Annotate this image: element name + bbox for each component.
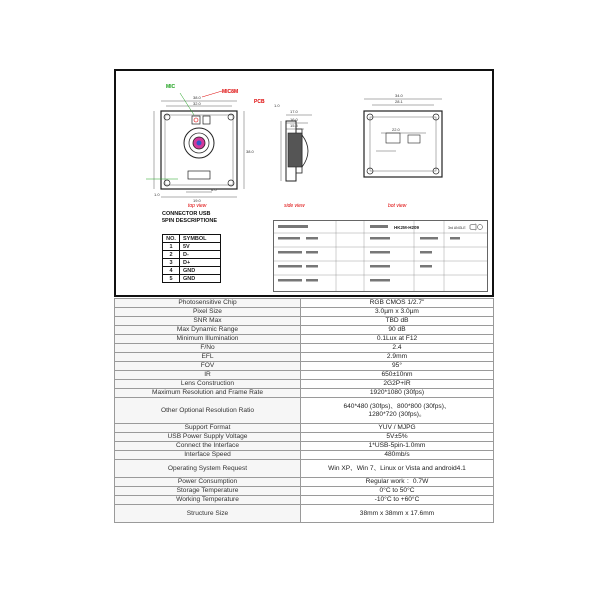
spec-row	[115, 505, 494, 523]
dim-top-b2: 6.0	[211, 187, 217, 192]
pin-row	[163, 275, 221, 283]
spec-value: 38mm x 38mm x 17.6mm	[301, 505, 494, 523]
pin-no: 1	[163, 243, 180, 251]
pin-header-no: NO.	[163, 235, 180, 243]
pin-no: 4	[163, 267, 180, 275]
spec-row	[115, 371, 494, 380]
spec-row	[115, 389, 494, 398]
spec-label: Max Dynamic Range	[115, 326, 301, 335]
spec-label: Minimum Illumination	[115, 335, 301, 344]
title-block-grid	[274, 221, 487, 291]
pin-row	[163, 243, 221, 251]
spec-value: 2.9mm	[301, 353, 494, 362]
dim-side-left: 1.0	[274, 103, 280, 108]
spec-value: 2.4	[301, 344, 494, 353]
spec-value: Win XP、Win 7、Linux or Vista and android4.1	[301, 460, 494, 478]
spec-label: USB Power Supply Voltage	[115, 433, 301, 442]
spec-value: 3.0µm x 3.0µm	[301, 308, 494, 317]
spec-row	[115, 433, 494, 442]
spec-label: Working Temperature	[115, 496, 301, 505]
pin-symbol: 5V	[180, 243, 221, 251]
pin-row	[163, 267, 221, 275]
top-view-drawing	[146, 91, 244, 197]
spec-value: Regular work ：0.7W	[301, 478, 494, 487]
spec-label: Lens Construction	[115, 380, 301, 389]
spec-value: -10°C to +60°C	[301, 496, 494, 505]
spec-value: 5V±5%	[301, 433, 494, 442]
spec-row	[115, 326, 494, 335]
spec-label: Pixel Size	[115, 308, 301, 317]
mechanical-drawing-frame	[114, 69, 494, 297]
spec-value: RGB CMOS 1/2.7"	[301, 299, 494, 308]
dim-bot-w2: 28.1	[395, 99, 403, 104]
mic8m-label: MIC8M	[222, 89, 239, 95]
spec-label: Maximum Resolution and Frame Rate	[115, 389, 301, 398]
spec-row	[115, 380, 494, 389]
spec-value: 480mb/s	[301, 451, 494, 460]
spec-value: 0°C to 50°C	[301, 487, 494, 496]
spec-label: Operating System Request	[115, 460, 301, 478]
title-block-angle: 3rd ANGLE	[448, 226, 466, 230]
drawing-title-block	[273, 220, 488, 292]
spec-value: 0.1Lux at F12	[301, 335, 494, 344]
dim-side-h3: 15.5	[290, 123, 298, 128]
connector-title-line2: 5PIN DESCRIPTIONE	[162, 217, 218, 224]
title-block-model: HK2M-H209	[394, 225, 420, 230]
spec-row	[115, 451, 494, 460]
bot-view-label: bot view	[388, 203, 407, 209]
spec-label: FOV	[115, 362, 301, 371]
pin-header-symbol: SYMBOL	[180, 235, 221, 243]
pin-symbol: D+	[180, 259, 221, 267]
spec-value: 2G2P+IR	[301, 380, 494, 389]
spec-row	[115, 398, 494, 424]
spec-value: 640*480 (30fps)、800*800 (30fps)、 1280*720 (30fps)。	[301, 398, 494, 424]
pin-no: 5	[163, 275, 180, 283]
mic-label: MIC	[166, 84, 176, 90]
dim-top-w1: 38.0	[193, 95, 201, 100]
dim-bot-w3: 22.0	[392, 127, 400, 132]
pin-no: 3	[163, 259, 180, 267]
spec-value: YUV / MJPG	[301, 424, 494, 433]
spec-row	[115, 344, 494, 353]
spec-label: IR	[115, 371, 301, 380]
spec-label: Support Format	[115, 424, 301, 433]
spec-label: F/No	[115, 344, 301, 353]
spec-value: 95°	[301, 362, 494, 371]
pin-symbol: GND	[180, 275, 221, 283]
spec-label: SNR Max	[115, 317, 301, 326]
top-view-label: top view	[188, 203, 207, 209]
spec-row	[115, 299, 494, 308]
spec-label: Photosensitive Chip	[115, 299, 301, 308]
spec-row	[115, 335, 494, 344]
spec-label: Other Optional Resolution Ratio	[115, 398, 301, 424]
spec-label: Interface Speed	[115, 451, 301, 460]
pin-symbol: D-	[180, 251, 221, 259]
spec-value: 1920*1080 (30fps)	[301, 389, 494, 398]
dim-side-h2: 16.0	[290, 117, 298, 122]
dim-top-bottom: 19.0	[193, 198, 201, 203]
connector-title-line1: CONNECTOR USB	[162, 211, 211, 217]
spec-row	[115, 487, 494, 496]
spec-value: 90 dB	[301, 326, 494, 335]
spec-row	[115, 442, 494, 451]
spec-label: Structure Size	[115, 505, 301, 523]
spec-value: 650±10nm	[301, 371, 494, 380]
spec-row	[115, 317, 494, 326]
dim-bot-w1: 34.0	[395, 93, 403, 98]
spec-label: Power Consumption	[115, 478, 301, 487]
connector-title	[162, 211, 217, 224]
dim-top-side: 38.0	[246, 149, 254, 154]
dim-top-w2: 32.0	[193, 101, 201, 106]
spec-row	[115, 362, 494, 371]
dim-side-h: 17.0	[290, 109, 298, 114]
spec-label: EFL	[115, 353, 301, 362]
pin-table	[162, 234, 221, 283]
projection-symbol-icon	[470, 224, 483, 230]
pin-table-header	[163, 235, 221, 243]
pcb-label: PCB	[254, 99, 265, 105]
spec-row	[115, 353, 494, 362]
spec-label: Connect the Interface	[115, 442, 301, 451]
spec-value: TBD dB	[301, 317, 494, 326]
dim-top-left: 1.0	[154, 192, 160, 197]
spec-label: Storage Temperature	[115, 487, 301, 496]
pin-row	[163, 259, 221, 267]
spec-row	[115, 460, 494, 478]
spec-row	[115, 424, 494, 433]
spec-row	[115, 496, 494, 505]
pin-row	[163, 251, 221, 259]
pin-symbol: GND	[180, 267, 221, 275]
side-view-label: side view	[284, 203, 305, 209]
pin-no: 2	[163, 251, 180, 259]
bottom-view-drawing	[364, 99, 442, 177]
spec-row	[115, 308, 494, 317]
spec-table	[114, 298, 494, 523]
spec-row	[115, 478, 494, 487]
spec-value: 1*USB-5pin-1.0mm	[301, 442, 494, 451]
